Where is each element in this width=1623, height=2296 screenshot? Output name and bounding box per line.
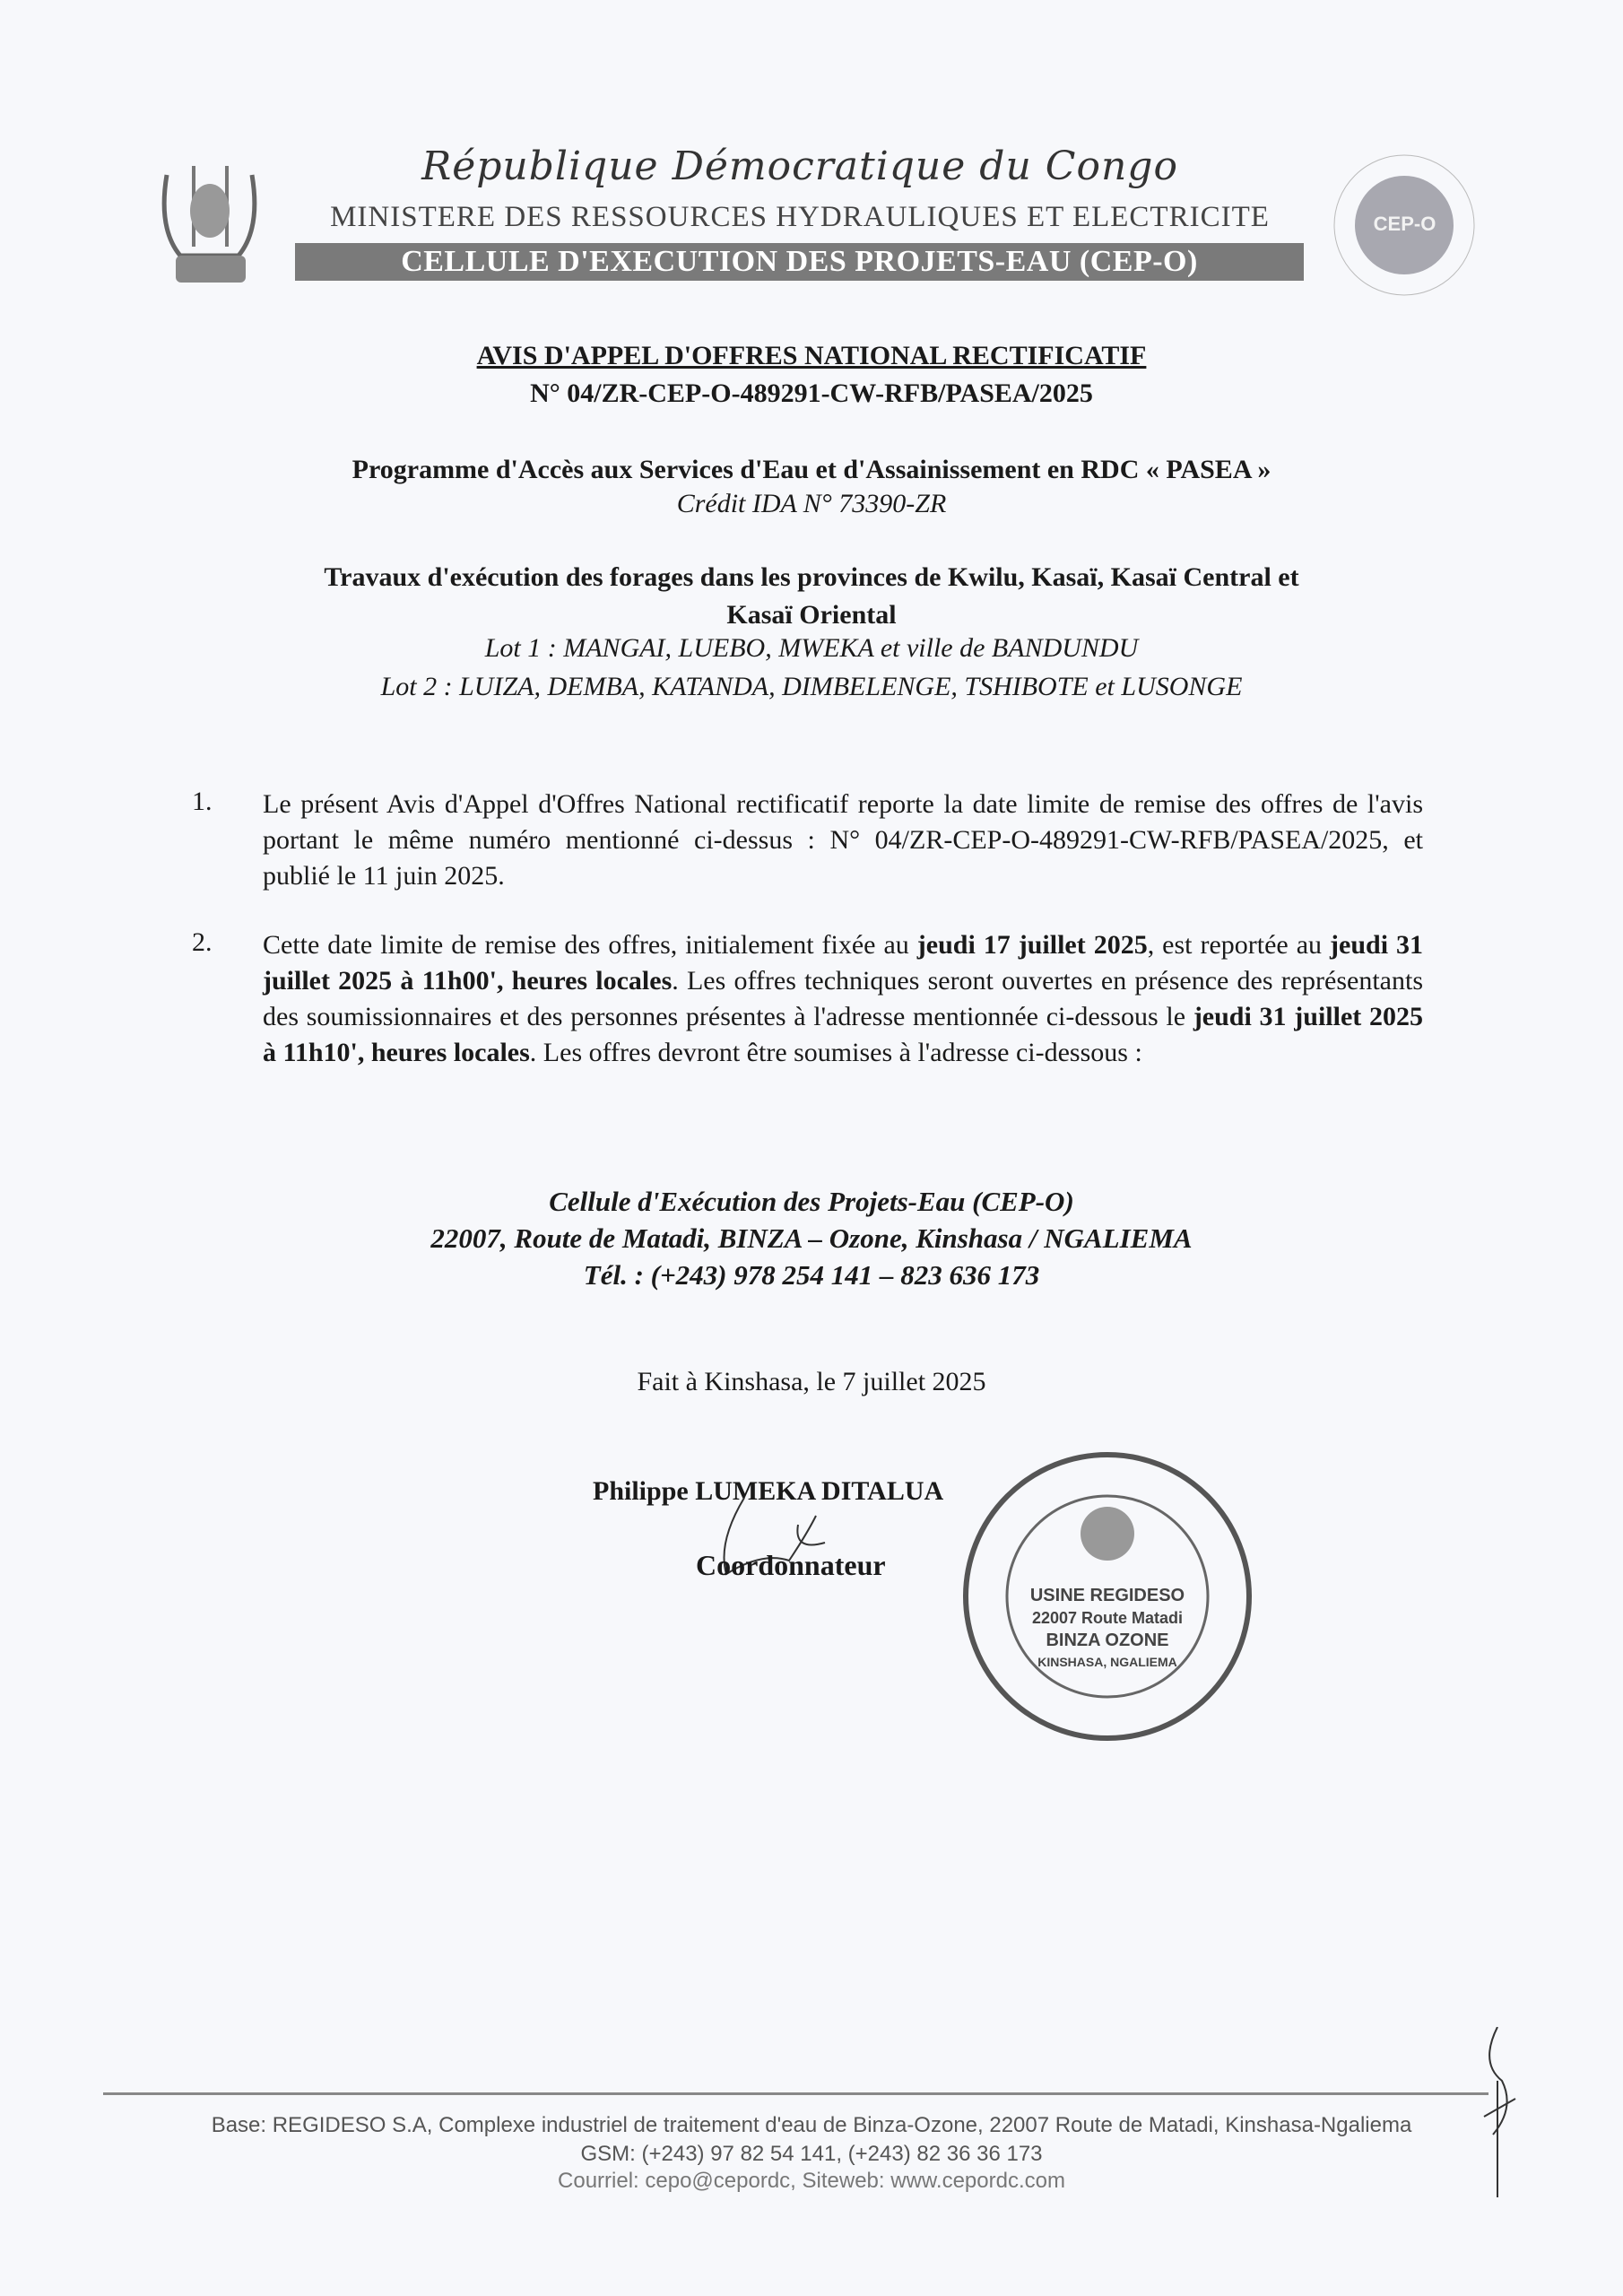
signatory-name: Philippe LUMEKA DITALUA <box>593 1476 944 1506</box>
footer-divider <box>103 2092 1488 2095</box>
footer-gsm: GSM: (+243) 97 82 54 141, (+243) 82 36 36 173 <box>580 2142 1043 2166</box>
paragraph-1: Le présent Avis d'Appel d'Offres National rectificatif reporte la date limite de remise des offres de l'avis portant le même numéro mentionné ci-dessus : N° 04/ZR-CEP-O-489291-CW-RFB/PASEA/2025, et publié le 11 juin 2025. <box>263 789 1423 891</box>
signatory-role: Coordonnateur <box>696 1549 886 1581</box>
ministry-name: MINISTERE DES RESSOURCES HYDRAULIQUES ET ELECTRICITE <box>330 201 1270 233</box>
opening-date: jeudi 31 juillet 2025 à 11h10', heures locales <box>263 1002 1423 1067</box>
notice-title: AVIS D'APPEL D'OFFRES NATIONAL RECTIFICATIF <box>476 341 1147 370</box>
margin-initials <box>1471 2027 1524 2211</box>
svg-text:USINE REGIDESO: USINE REGIDESO <box>1029 1586 1185 1605</box>
programme-name: Programme d'Accès aux Services d'Eau et d'Assainissement en RDC « PASEA » <box>352 455 1271 484</box>
paragraph-2 <box>263 927 1423 1071</box>
text: . Les offres devront être soumises à l'adresse ci-dessous : <box>529 1038 1142 1067</box>
cep-o-logo <box>1327 148 1482 302</box>
address-line-2: 22007, Route de Matadi, BINZA – Ozone, Kinshasa / NGALIEMA <box>430 1222 1193 1254</box>
coat-of-arms-emblem <box>140 148 281 287</box>
footer-contact: Courriel: cepo@cepordc, Siteweb: www.cepordc.com <box>558 2169 1065 2193</box>
agency-banner: CELLULE D'EXECUTION DES PROJETS-EAU (CEP-O) <box>295 243 1304 281</box>
text: Cette date limite de remise des offres, initialement fixée au <box>263 930 917 960</box>
new-deadline: jeudi 31 juillet 2025 à 11h00', heures locales <box>263 930 1424 996</box>
logo-text: CEP-O <box>1373 213 1436 235</box>
paragraph-1-number: 1. <box>192 787 213 816</box>
svg-text:BINZA OZONE: BINZA OZONE <box>1046 1631 1169 1650</box>
svg-text:KINSHASA, NGALIEMA: KINSHASA, NGALIEMA <box>1037 1655 1177 1669</box>
notice-number: N° 04/ZR-CEP-O-489291-CW-RFB/PASEA/2025 <box>530 378 1093 408</box>
lot-2: Lot 2 : LUIZA, DEMBA, KATANDA, DIMBELENGE, TSHIBOTE et LUSONGE <box>380 672 1243 701</box>
place-date: Fait à Kinshasa, le 7 juillet 2025 <box>637 1367 986 1396</box>
credit-number: Crédit IDA N° 73390-ZR <box>676 489 947 518</box>
footer-base-address: Base: REGIDESO S.A, Complexe industriel de traitement d'eau de Binza-Ozone, 22007 Route de Matadi, Kinshasa-Ngaliema <box>211 2113 1412 2137</box>
address-line-1: Cellule d'Exécution des Projets-Eau (CEP-O) <box>549 1186 1074 1217</box>
svg-text:22007 Route Matadi: 22007 Route Matadi <box>1031 1609 1184 1627</box>
address-phone: Tél. : (+243) 978 254 141 – 823 636 173 <box>583 1259 1040 1291</box>
text: . Les offres techniques seront ouvertes en présence des représentants des soumissionnaires et des personnes présentes à l'adresse mentionnée ci-dessous le <box>263 966 1423 1031</box>
works-title-1: Travaux d'exécution des forages dans les provinces de Kwilu, Kasaï, Kasaï Central et <box>324 562 1299 592</box>
works-title-2: Kasaï Oriental <box>726 600 897 630</box>
original-deadline: jeudi 17 juillet 2025 <box>916 930 1148 960</box>
country-name: République Démocratique du Congo <box>421 144 1178 189</box>
paragraph-2-number: 2. <box>192 927 213 957</box>
official-stamp <box>959 1448 1255 1744</box>
lot-1: Lot 1 : MANGAI, LUEBO, MWEKA et ville de BANDUNDU <box>484 633 1139 663</box>
text: , est reportée au <box>1147 930 1331 960</box>
